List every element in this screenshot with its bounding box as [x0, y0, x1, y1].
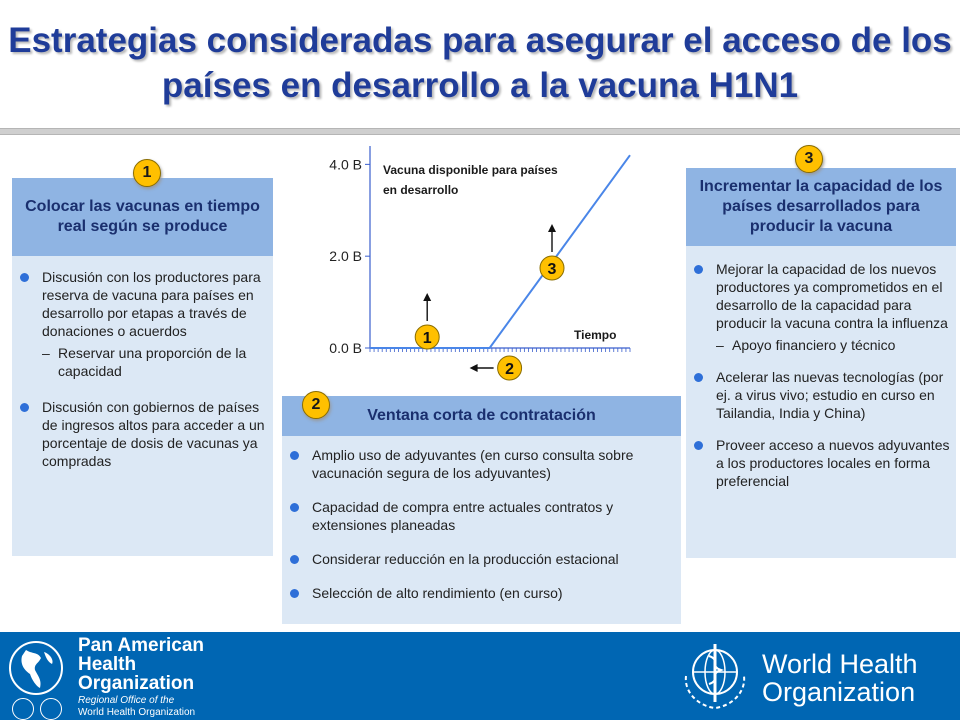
who-emblem-icon [676, 636, 754, 714]
panel-2-bullet: Amplio uso de adyuvantes (en curso consulta sobre vacunación segura de los adyuvantes) [282, 446, 677, 482]
vaccine-availability-chart [300, 140, 640, 390]
panel-1-bullet: Discusión con gobiernos de países de ingresos altos para acceder a un porcentaje de dosis de vacunas ya compradas [12, 398, 270, 470]
bullet-dot-icon [694, 441, 703, 450]
badge-1: 1 [133, 159, 161, 187]
bullet-dot-icon [694, 373, 703, 382]
who-name: World Health Organization [762, 649, 918, 707]
y-tick-label: 0.0 B [329, 340, 362, 356]
bullet-dot-icon [290, 589, 299, 598]
panel-3 [686, 168, 956, 558]
who-small-logo-icon [40, 698, 62, 720]
panel-1-bullet-list [12, 268, 270, 470]
paho-globe-icon [8, 640, 64, 696]
bullet-dot-icon [290, 503, 299, 512]
bullet-dot-icon [20, 273, 29, 282]
footer-bar [0, 632, 960, 720]
badge-3: 3 [795, 145, 823, 173]
panel-3-bullet: Acelerar las nuevas tecnologías (por ej. a virus vivo; estudio en curso en Tailandia, India y China) [686, 368, 952, 422]
paho-name: Pan American Health Organization [78, 635, 205, 694]
y-tick-label: 4.0 B [329, 156, 362, 173]
y-tick-label: 2.0 B [329, 248, 362, 265]
panel-3-bullet: Proveer acceso a nuevos adyuvantes a los productores locales en forma preferencial [686, 436, 952, 490]
panel-3-sub-bullet: – Apoyo financiero y técnico [716, 337, 896, 353]
bullet-dot-icon [290, 555, 299, 564]
title-divider [0, 128, 960, 135]
bullet-dot-icon [290, 451, 299, 460]
chart-annotation: Vacuna disponible para países en desarrollo [383, 163, 558, 197]
marker-label: 2 [505, 361, 515, 378]
bullet-dot-icon [694, 265, 703, 274]
badge-2: 2 [302, 391, 330, 419]
marker-label: 3 [547, 261, 557, 278]
marker-arrowhead [470, 364, 478, 372]
panel-2-bullet: Considerar reducción en la producción estacional [282, 550, 677, 568]
panel-3-bullet: Mejorar la capacidad de los nuevos productores ya comprometidos en el desarrollo de la capacidad para producir la vacuna contra la influenza – Apoyo financiero y técnico [686, 260, 952, 354]
panel-2-bullet: Selección de alto rendimiento (en curso) [282, 584, 677, 602]
x-axis-label: Tiempo [574, 328, 617, 342]
panel-2-bullet-list [282, 446, 677, 602]
marker-label: 1 [422, 330, 432, 347]
panel-1-heading: Colocar las vacunas en tiempo real según se produce [12, 178, 273, 256]
panel-2-bullet: Capacidad de compra entre actuales contratos y extensiones planeadas [282, 498, 677, 534]
slide-title: Estrategias consideradas para asegurar el acceso de los países en desarrollo a la vacuna H1N1 [8, 21, 952, 105]
panel-3-heading: Incrementar la capacidad de los países desarrollados para producir la vacuna [686, 168, 956, 246]
marker-arrowhead [423, 293, 431, 301]
panel-2-heading: Ventana corta de contratación [282, 396, 681, 436]
panel-1 [12, 178, 273, 556]
bullet-dot-icon [20, 403, 29, 412]
panel-1-sub-bullet: – Reservar una proporción de la capacidad [42, 345, 247, 379]
panel-2 [282, 396, 681, 624]
paho-small-logo-icon [12, 698, 34, 720]
panel-3-bullet-list [686, 260, 952, 490]
marker-arrowhead [548, 224, 556, 232]
paho-subtitle: Regional Office of the World Health Organization [78, 695, 196, 718]
panel-1-bullet: Discusión con los productores para reserva de vacuna para países en desarrollo por etapas a través de donaciones o acuerdos – Reservar una proporción de la capacidad [12, 268, 270, 380]
